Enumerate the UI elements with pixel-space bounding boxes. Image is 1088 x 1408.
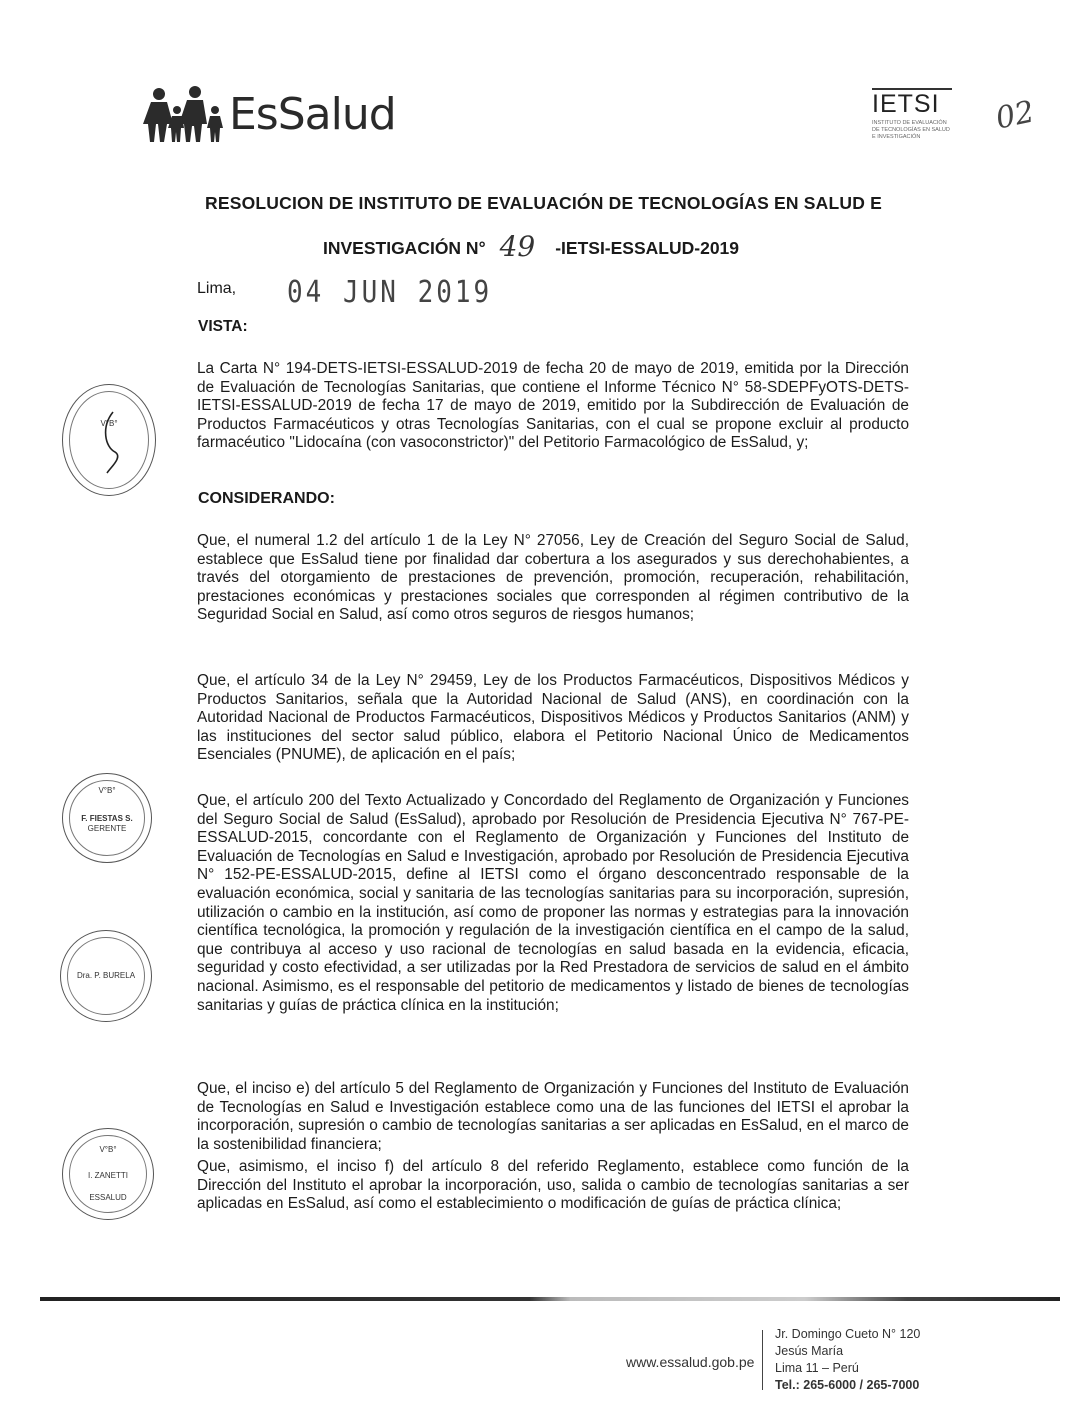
resolution-number: 49	[499, 230, 536, 263]
address-line-3: Lima 11 – Perú	[775, 1361, 859, 1375]
title-number-prefix: INVESTIGACIÓN N°	[323, 238, 486, 258]
brand-name: EsSalud	[229, 88, 396, 140]
considerando-heading: CONSIDERANDO:	[198, 490, 335, 507]
vista-paragraph: La Carta N° 194-DETS-IETSI-ESSALUD-2019 de fecha 20 de mayo de 2019, emitida por la Dirección de Evaluación de Tecnologías Sanitarias, que contiene el Informe Técnico N° 58-SDEPFyOTS-DETS-IETSI-ESSALUD-2019 de fecha 17 de mayo de 2019, emitido por la Subdirección de Evaluación de Productos Farmacéuticos y otras Tecnologías Sanitarias, con el cual se propone excluir al producto farmacéutico "Lidocaína (con vasoconstrictor)" del Petitorio Farmacológico de EsSalud, y;	[197, 360, 909, 452]
stamp-role: GERENTE	[87, 824, 127, 833]
stamp-vobo: V°B°	[98, 786, 116, 795]
footer-divider	[40, 1297, 1060, 1301]
vista-heading: VISTA:	[198, 318, 248, 335]
date-stamp: 04 JUN 2019	[287, 275, 493, 311]
stamp-name: F. FIESTAS S.	[81, 814, 133, 823]
address-line-2: Jesús María	[775, 1344, 844, 1358]
considerando-paragraph-2: Que, el artículo 34 de la Ley N° 29459, Ley de los Productos Farmacéuticos, Dispositivos Médicos y Productos Sanitarios, señala que la Autoridad Nacional de Salud (ANS), en coordinación con la Autoridad Nacional de Productos Farmacéuticos, Dispositivos Médicos y Productos Sanitarios (ANM) y las instituciones del sector salud público, elabora el Petitorio Nacional Único de Medicamentos Esenciales (PNUME), de aplicación en el país;	[197, 672, 909, 764]
footer-website-link[interactable]: www.essalud.gob.pe	[626, 1354, 755, 1370]
approval-stamp-2	[62, 773, 152, 863]
family-logo-icon	[143, 84, 225, 144]
stamp-name: I. ZANETTI	[88, 1171, 128, 1180]
stamp-vobo: V°B°	[99, 1145, 117, 1154]
footer-separator	[762, 1330, 763, 1390]
stamp-vobo: V°B°	[100, 419, 118, 428]
place-label: Lima,	[197, 280, 237, 297]
footer-address	[775, 1326, 920, 1394]
folio-number: 02	[992, 94, 1038, 137]
title-number-suffix: -IETSI-ESSALUD-2019	[555, 238, 740, 258]
essalud-logo	[143, 84, 396, 144]
ietsi-abbrev: IETSI	[872, 88, 952, 118]
considerando-paragraph-5: Que, asimismo, el inciso f) del artículo 8 del referido Reglamento, establece como función de la Dirección del Instituto el aprobar la incorporación, uso, salida o cambio de tecnologías sanitarias a ser aplicadas en EsSalud, así como el establecimiento o modificación de guías de práctica clínica;	[197, 1158, 909, 1213]
approval-stamp-1	[62, 384, 156, 496]
signature-icon	[93, 407, 133, 477]
considerando-paragraph-3: Que, el artículo 200 del Texto Actualizado y Concordado del Reglamento de Organización y Funciones del Seguro Social de Salud (EsSalud), aprobado por Resolución de Presidencia Ejecutiva N° 767-PE-ESSALUD-2015, concordante con el Reglamento de Organización y Funciones del Instituto de Evaluación de Tecnologías en Salud e Investigación, aprobado por Resolución de Presidencia Ejecutiva N° 152-PE-ESSALUD-2015, define al IETSI como el órgano desconcentrado responsable de la evaluación económica, social y sanitaria de las tecnologías sanitarias para su incorporación, supresión, utilización o cambio en la institución, así como de proponer las normas y estrategias para la innovación científica tecnológica, la promoción y regulación de la investigación científica en el campo de la salud, que contribuya al acceso y uso racional de tecnologías en salud basada en la evidencia, eficacia, seguridad y costo efectividad, a ser utilizadas por la Red Prestadora de servicios de salud en el ámbito nacional. Asimismo, es el responsable del petitorio de medicamentos y listado de bienes de tecnologías sanitarias y guías de práctica clínica en la institución;	[197, 792, 909, 1014]
considerando-paragraph-1: Que, el numeral 1.2 del artículo 1 de la Ley N° 27056, Ley de Creación del Seguro Social de Salud, establece que EsSalud tiene por finalidad dar cobertura a los asegurados y sus derechohabientes, a través del otorgamiento de prestaciones de prevención, promoción, recuperación, rehabilitación, prestaciones económicas y prestaciones sociales que corresponden al régimen contributivo de la Seguridad Social en Salud, así como otros seguros de riesgos humanos;	[197, 532, 909, 624]
approval-stamp-3	[60, 930, 152, 1022]
ietsi-full-name: INSTITUTO DE EVALUACIÓN DE TECNOLOGÍAS EN SALUD E INVESTIGACIÓN	[872, 120, 950, 140]
resolution-title-line1: RESOLUCION DE INSTITUTO DE EVALUACIÓN DE TECNOLOGÍAS EN SALUD E	[205, 193, 882, 213]
considerando-paragraph-4: Que, el inciso e) del artículo 5 del Reglamento de Organización y Funciones del Instituto de Evaluación de Tecnologías en Salud e Investigación establece como una de las funciones del IETSI el aprobar la incorporación, supresión o cambio de tecnologías sanitarias a ser aplicadas en EsSalud, en el marco de la sostenibilidad financiera;	[197, 1080, 909, 1153]
stamp-name: Dra. P. BURELA	[76, 971, 136, 980]
stamp-org: ESSALUD	[89, 1193, 127, 1202]
resolution-title-line2	[323, 228, 739, 261]
footer-telephone: Tel.: 265-6000 / 265-7000	[775, 1378, 920, 1392]
ietsi-logo	[872, 88, 952, 141]
approval-stamp-4	[62, 1128, 154, 1220]
address-line-1: Jr. Domingo Cueto N° 120	[775, 1327, 921, 1341]
